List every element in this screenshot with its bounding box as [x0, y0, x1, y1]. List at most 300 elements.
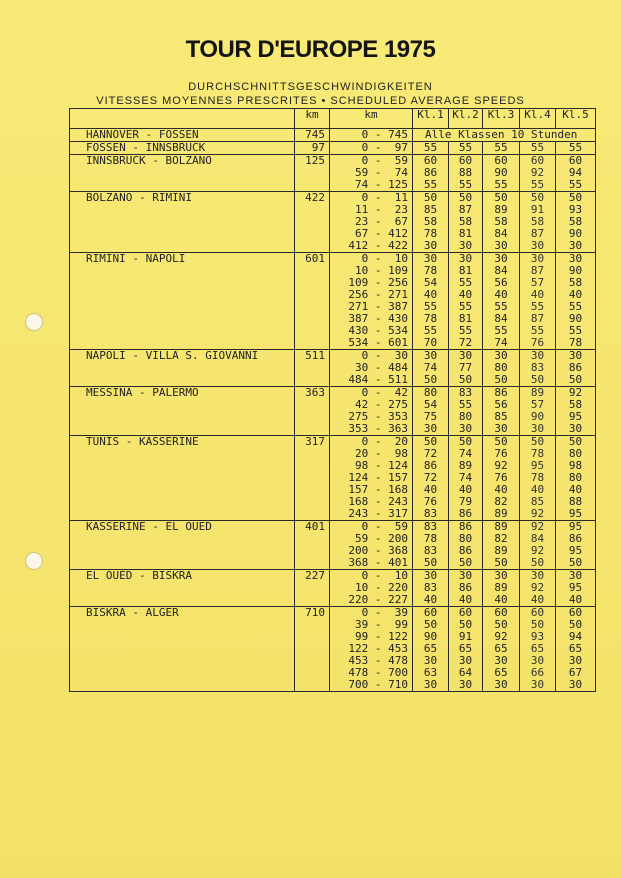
class-5-speed-value: 80: [568, 471, 583, 484]
class-1-speed-value: 60: [423, 154, 438, 167]
class-5-speed: [556, 253, 596, 350]
class-5-speed-value: 30: [568, 654, 583, 667]
class-2-speed: [449, 570, 483, 607]
class-2-speed-value: 86: [458, 581, 473, 594]
class-5-speed-value: 90: [568, 312, 583, 325]
class-2-speed-value: 60: [458, 606, 473, 619]
class-1-speed-value: 30: [423, 654, 438, 667]
class-5-speed-value: 78: [568, 336, 583, 349]
class-3-speed-value: 55: [494, 300, 508, 313]
class-2-speed-value: 50: [458, 373, 473, 386]
class-1-speed-value: 30: [423, 678, 438, 691]
route-name: INNSBRUCK - BOLZANO: [70, 155, 295, 192]
class-5-speed-value: 90: [568, 264, 583, 277]
all-classes-note: Alle Klassen 10 Stunden: [413, 129, 596, 142]
class-3-speed-value: 90: [494, 166, 508, 179]
class-3-speed-value: 58: [494, 215, 508, 228]
route-name: RIMINI - NAPOLI: [70, 253, 295, 350]
km-range-value: 430 - 534: [348, 324, 408, 337]
class-5-speed-value: 50: [568, 435, 583, 448]
class-1-speed-value: 78: [423, 312, 438, 325]
class-3-speed-value: 30: [494, 678, 508, 691]
header-km: km: [295, 109, 330, 129]
class-4-speed-value: 50: [530, 373, 545, 386]
class-2-speed-value: 30: [458, 678, 473, 691]
route-km: 601: [295, 253, 330, 350]
km-range: [330, 253, 413, 350]
km-range-value: 157 - 168: [348, 483, 408, 496]
class-4-speed: [520, 155, 556, 192]
km-range-value: 0 - 10: [361, 252, 408, 265]
km-range: [330, 570, 413, 607]
class-5-speed: [556, 387, 596, 436]
class-3-speed: [483, 350, 520, 387]
class-4-speed-value: 40: [530, 288, 545, 301]
class-2-speed-value: 55: [458, 178, 473, 191]
class-5-speed-value: 40: [568, 288, 583, 301]
header-row: [70, 109, 596, 129]
class-4-speed: [520, 607, 556, 692]
class-1-speed-value: 90: [423, 630, 438, 643]
class-3-speed-value: 84: [494, 264, 508, 277]
route-name: MESSINA - PALERMO: [70, 387, 295, 436]
segment-row: [70, 129, 596, 142]
class-1-speed-value: 72: [423, 471, 438, 484]
class-2-speed-value: 72: [458, 336, 473, 349]
class-3-speed-value: 89: [494, 520, 508, 533]
class-3-speed-value: 30: [494, 569, 508, 582]
class-3-speed-value: 85: [494, 410, 508, 423]
class-2-speed-value: 74: [458, 447, 473, 460]
class-4-speed-value: 40: [530, 483, 545, 496]
route-km: 125: [295, 155, 330, 192]
class-3-speed-value: 74: [494, 336, 508, 349]
class-5-speed-value: 55: [568, 300, 583, 313]
class-4-speed: [520, 387, 556, 436]
class-4-speed-value: 30: [530, 239, 545, 252]
class-1-speed-value: 30: [423, 239, 438, 252]
class-4-speed: [520, 192, 556, 253]
class-5-speed-value: 40: [568, 593, 583, 606]
class-5-speed: [556, 142, 596, 155]
route-km: 363: [295, 387, 330, 436]
class-2-speed-value: 30: [458, 252, 473, 265]
class-1-speed-value: 30: [423, 422, 438, 435]
class-4-speed-value: 92: [530, 544, 545, 557]
class-4-speed-value: 50: [530, 556, 545, 569]
class-1-speed-value: 75: [423, 410, 438, 423]
km-range: [330, 350, 413, 387]
class-4-speed: [520, 350, 556, 387]
class-1-speed-value: 83: [423, 544, 438, 557]
class-1-speed: [413, 142, 449, 155]
class-4-speed-value: 91: [530, 203, 545, 216]
class-2-speed: [449, 350, 483, 387]
class-4-speed-value: 55: [530, 324, 545, 337]
class-3-speed-value: 30: [494, 422, 508, 435]
class-5-speed-value: 50: [568, 556, 583, 569]
class-5-speed-value: 58: [568, 215, 583, 228]
class-5-speed-value: 55: [568, 324, 583, 337]
km-range-value: 243 - 317: [348, 507, 408, 520]
class-1-speed-value: 30: [423, 349, 438, 362]
class-2-speed-value: 30: [458, 239, 473, 252]
class-3-speed-value: 82: [494, 532, 508, 545]
header-class-5: Kl.5: [556, 109, 596, 129]
class-4-speed: [520, 253, 556, 350]
class-4-speed-value: 30: [530, 422, 545, 435]
class-1-speed-value: 40: [423, 483, 438, 496]
km-range-value: 0 - 20: [361, 435, 408, 448]
km-range-value: 74 - 125: [355, 178, 408, 191]
class-4-speed-value: 92: [530, 507, 545, 520]
class-5-speed-value: 40: [568, 483, 583, 496]
class-3-speed: [483, 155, 520, 192]
class-1-speed: [413, 192, 449, 253]
segment-row: [70, 142, 596, 155]
km-range: [330, 129, 413, 142]
km-range-value: 271 - 387: [348, 300, 408, 313]
km-range-value: 67 - 412: [355, 227, 408, 240]
class-1-speed-value: 78: [423, 532, 438, 545]
class-4-speed-value: 65: [530, 642, 545, 655]
class-1-speed: [413, 155, 449, 192]
class-4-speed-value: 57: [530, 398, 545, 411]
route-km: 511: [295, 350, 330, 387]
class-3-speed-value: 55: [494, 141, 508, 154]
class-5-speed-value: 95: [568, 544, 583, 557]
class-4-speed-value: 30: [530, 569, 545, 582]
km-range-value: 10 - 220: [355, 581, 408, 594]
class-3-speed-value: 55: [494, 324, 508, 337]
class-4-speed-value: 58: [530, 215, 545, 228]
class-2-speed-value: 40: [458, 288, 473, 301]
class-3-speed-value: 56: [494, 276, 508, 289]
class-1-speed-value: 55: [423, 178, 438, 191]
class-1-speed: [413, 436, 449, 521]
km-range-value: 99 - 122: [355, 630, 408, 643]
class-3-speed-value: 89: [494, 544, 508, 557]
segment-row: [70, 350, 596, 387]
class-3-speed-value: 50: [494, 556, 508, 569]
class-2-speed-value: 80: [458, 532, 473, 545]
class-1-speed: [413, 607, 449, 692]
class-2-speed: [449, 607, 483, 692]
class-5-speed-value: 60: [568, 154, 583, 167]
class-3-speed: [483, 142, 520, 155]
class-3-speed: [483, 436, 520, 521]
class-2-speed-value: 79: [458, 495, 473, 508]
class-2-speed-value: 50: [458, 618, 473, 631]
class-4-speed-value: 60: [530, 154, 545, 167]
class-1-speed: [413, 350, 449, 387]
class-1-speed-value: 54: [423, 398, 438, 411]
class-4-speed-value: 76: [530, 336, 545, 349]
class-3-speed-value: 82: [494, 495, 508, 508]
km-range-value: 256 - 271: [348, 288, 408, 301]
km-range: [330, 607, 413, 692]
km-range-value: 98 - 124: [355, 459, 408, 472]
class-4-speed-value: 92: [530, 581, 545, 594]
route-km: 401: [295, 521, 330, 570]
km-range-value: 353 - 363: [348, 422, 408, 435]
class-1-speed-value: 65: [423, 642, 438, 655]
subtitle-german: DURCHSCHNITTSGESCHWINDIGKEITEN: [188, 81, 433, 93]
class-2-speed-value: 87: [458, 203, 473, 216]
segment-row: [70, 253, 596, 350]
class-4-speed-value: 57: [530, 276, 545, 289]
route-name: EL OUED - BISKRA: [70, 570, 295, 607]
class-4-speed-value: 55: [530, 300, 545, 313]
class-1-speed-value: 74: [423, 361, 438, 374]
route-km: 745: [295, 129, 330, 142]
km-range-value: 368 - 401: [348, 556, 408, 569]
class-3-speed: [483, 192, 520, 253]
class-3-speed-value: 84: [494, 227, 508, 240]
class-2-speed: [449, 521, 483, 570]
km-range-value: 0 - 59: [361, 520, 408, 533]
class-2-speed-value: 77: [458, 361, 473, 374]
class-3-speed-value: 40: [494, 483, 508, 496]
class-5-speed: [556, 350, 596, 387]
km-range-value: 124 - 157: [348, 471, 408, 484]
class-5-speed-value: 80: [568, 447, 583, 460]
route-name: TUNIS - KASSERINE: [70, 436, 295, 521]
class-2-speed-value: 74: [458, 471, 473, 484]
km-range-value: 0 - 39: [361, 606, 408, 619]
class-1-speed-value: 72: [423, 447, 438, 460]
class-1-speed-value: 83: [423, 520, 438, 533]
segment-row: [70, 607, 596, 692]
route-km: 317: [295, 436, 330, 521]
km-range-value: 0 - 30: [361, 349, 408, 362]
route-km: 97: [295, 142, 330, 155]
class-2-speed-value: 55: [458, 398, 473, 411]
class-4-speed-value: 50: [530, 435, 545, 448]
class-5-speed-value: 93: [568, 203, 583, 216]
class-5-speed-value: 92: [568, 386, 583, 399]
class-2-speed-value: 91: [458, 630, 473, 643]
class-5-speed-value: 55: [568, 141, 583, 154]
class-5-speed-value: 90: [568, 227, 583, 240]
class-2-speed-value: 50: [458, 191, 473, 204]
class-3-speed-value: 89: [494, 507, 508, 520]
km-range-value: 10 - 109: [355, 264, 408, 277]
class-3-speed-value: 80: [494, 361, 508, 374]
class-3-speed-value: 60: [494, 606, 508, 619]
class-1-speed-value: 54: [423, 276, 438, 289]
class-4-speed-value: 55: [530, 141, 545, 154]
km-range-value: 387 - 430: [348, 312, 408, 325]
class-5-speed-value: 30: [568, 422, 583, 435]
class-2-speed-value: 65: [458, 642, 473, 655]
km-range-value: 30 - 484: [355, 361, 408, 374]
class-5-speed-value: 30: [568, 569, 583, 582]
route-name: HANNOVER - FOSSEN: [70, 129, 295, 142]
km-range: [330, 521, 413, 570]
km-range-value: 534 - 601: [348, 336, 408, 349]
class-3-speed: [483, 570, 520, 607]
class-4-speed-value: 87: [530, 312, 545, 325]
class-3-speed-value: 50: [494, 435, 508, 448]
class-4-speed-value: 30: [530, 349, 545, 362]
class-4-speed-value: 50: [530, 618, 545, 631]
class-5-speed-value: 50: [568, 191, 583, 204]
class-2-speed-value: 50: [458, 435, 473, 448]
class-5-speed: [556, 192, 596, 253]
segment-row: [70, 192, 596, 253]
class-2-speed-value: 86: [458, 507, 473, 520]
class-4-speed-value: 92: [530, 166, 545, 179]
class-2-speed-value: 30: [458, 569, 473, 582]
class-2-speed-value: 81: [458, 227, 473, 240]
segment-row: [70, 436, 596, 521]
class-3-speed-value: 76: [494, 447, 508, 460]
class-2-speed-value: 40: [458, 483, 473, 496]
km-range-value: 122 - 453: [348, 642, 408, 655]
class-1-speed-value: 50: [423, 435, 438, 448]
class-2-speed: [449, 253, 483, 350]
class-3-speed-value: 30: [494, 239, 508, 252]
class-5-speed-value: 30: [568, 239, 583, 252]
segment-row: [70, 521, 596, 570]
route-name: BOLZANO - RIMINI: [70, 192, 295, 253]
class-2-speed-value: 86: [458, 520, 473, 533]
class-3-speed-value: 30: [494, 349, 508, 362]
class-2-speed-value: 55: [458, 324, 473, 337]
km-range: [330, 436, 413, 521]
class-4-speed-value: 92: [530, 520, 545, 533]
class-3-speed-value: 30: [494, 252, 508, 265]
class-4-speed-value: 90: [530, 410, 545, 423]
class-3-speed-value: 65: [494, 642, 508, 655]
class-5-speed-value: 94: [568, 630, 583, 643]
class-2-speed-value: 81: [458, 264, 473, 277]
class-3-speed-value: 50: [494, 191, 508, 204]
class-4-speed-value: 30: [530, 678, 545, 691]
header-route: [70, 109, 295, 129]
class-1-speed-value: 86: [423, 166, 438, 179]
class-1-speed-value: 58: [423, 215, 438, 228]
document-title: TOUR D'EUROPE 1975: [185, 36, 436, 63]
class-5-speed-value: 67: [568, 666, 583, 679]
class-2-speed-value: 88: [458, 166, 473, 179]
class-2-speed-value: 64: [458, 666, 473, 679]
subtitle-french-english: VITESSES MOYENNES PRESCRITES • SCHEDULED AVERAGE SPEEDS: [96, 95, 525, 107]
class-1-speed: [413, 570, 449, 607]
class-3-speed-value: 76: [494, 471, 508, 484]
class-1-speed-value: 83: [423, 507, 438, 520]
class-2-speed: [449, 155, 483, 192]
punch-hole: [25, 552, 43, 570]
km-range-value: 59 - 74: [355, 166, 408, 179]
class-5-speed-value: 58: [568, 398, 583, 411]
route-name: BISKRA - ALGER: [70, 607, 295, 692]
class-1-speed-value: 63: [423, 666, 438, 679]
km-range-value: 109 - 256: [348, 276, 408, 289]
km-range-value: 23 - 67: [355, 215, 408, 228]
class-5-speed-value: 30: [568, 349, 583, 362]
class-5-speed-value: 50: [568, 373, 583, 386]
class-5-speed-value: 58: [568, 276, 583, 289]
class-1-speed-value: 50: [423, 191, 438, 204]
class-1-speed-value: 40: [423, 288, 438, 301]
class-4-speed-value: 30: [530, 252, 545, 265]
class-5-speed-value: 95: [568, 507, 583, 520]
class-1-speed-value: 55: [423, 324, 438, 337]
class-3-speed-value: 65: [494, 666, 508, 679]
route-name: FOSSEN - INNSBRUCK: [70, 142, 295, 155]
class-1-speed-value: 50: [423, 618, 438, 631]
class-4-speed-value: 87: [530, 264, 545, 277]
km-range: [330, 192, 413, 253]
km-range: [330, 155, 413, 192]
class-5-speed-value: 95: [568, 410, 583, 423]
km-range-value: 42 - 275: [355, 398, 408, 411]
punch-hole: [25, 313, 43, 331]
class-4-speed-value: 93: [530, 630, 545, 643]
class-5-speed: [556, 155, 596, 192]
km-range-value: 59 - 200: [355, 532, 408, 545]
segment-row: [70, 570, 596, 607]
header-range: km: [330, 109, 413, 129]
km-range-value: 0 - 11: [361, 191, 408, 204]
km-range-value: 700 - 710: [348, 678, 408, 691]
class-3-speed-value: 92: [494, 459, 508, 472]
class-5-speed: [556, 436, 596, 521]
km-range-value: 168 - 243: [348, 495, 408, 508]
class-2-speed-value: 55: [458, 276, 473, 289]
class-3-speed-value: 40: [494, 593, 508, 606]
class-5-speed-value: 30: [568, 252, 583, 265]
class-2-speed-value: 55: [458, 141, 473, 154]
class-4-speed-value: 40: [530, 593, 545, 606]
km-range-value: 200 - 368: [348, 544, 408, 557]
class-5-speed-value: 94: [568, 166, 583, 179]
class-5-speed-value: 30: [568, 678, 583, 691]
class-2-speed-value: 86: [458, 544, 473, 557]
km-range: [330, 142, 413, 155]
class-1-speed-value: 78: [423, 227, 438, 240]
class-1-speed-value: 50: [423, 556, 438, 569]
class-3-speed-value: 30: [494, 654, 508, 667]
class-2-speed-value: 40: [458, 593, 473, 606]
class-1-speed-value: 80: [423, 386, 438, 399]
header-class-3: Kl.3: [483, 109, 520, 129]
class-2-speed-value: 30: [458, 422, 473, 435]
class-1-speed-value: 40: [423, 593, 438, 606]
class-3-speed-value: 89: [494, 203, 508, 216]
class-1-speed: [413, 521, 449, 570]
class-4-speed-value: 50: [530, 191, 545, 204]
class-5-speed-value: 55: [568, 178, 583, 191]
km-range-value: 0 - 745: [361, 128, 408, 141]
class-2-speed: [449, 192, 483, 253]
class-3-speed: [483, 253, 520, 350]
class-4-speed-value: 84: [530, 532, 545, 545]
class-2-speed: [449, 436, 483, 521]
class-3-speed-value: 40: [494, 288, 508, 301]
class-3-speed-value: 92: [494, 630, 508, 643]
class-4-speed-value: 60: [530, 606, 545, 619]
class-3-speed-value: 89: [494, 581, 508, 594]
km-range-value: 20 - 98: [355, 447, 408, 460]
class-2-speed-value: 55: [458, 300, 473, 313]
class-5-speed-value: 86: [568, 361, 583, 374]
class-5-speed-value: 65: [568, 642, 583, 655]
km-range-value: 484 - 511: [348, 373, 408, 386]
class-4-speed-value: 66: [530, 666, 545, 679]
